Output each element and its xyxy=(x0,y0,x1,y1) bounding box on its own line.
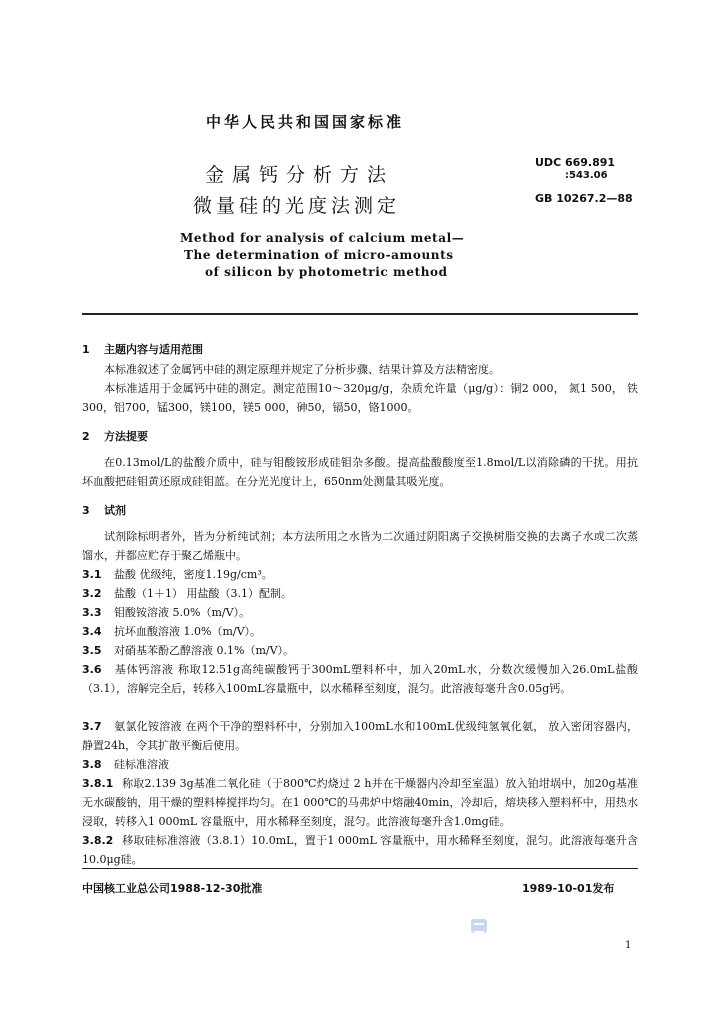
publisher-logo-icon xyxy=(471,919,487,933)
section-3-paragraph-1: 试剂除标明者外，皆为分析纯试剂；本方法所用之水皆为二次通过阴阳离子交换树脂交换的去离子水或二次蒸馏水，并都应贮存于聚乙烯瓶中。 xyxy=(82,530,638,562)
section-3-heading xyxy=(82,502,126,518)
item-number: 3.1 xyxy=(82,568,102,581)
english-title-line2: The determination of micro-amounts xyxy=(184,248,454,262)
item-number: 3.7 xyxy=(82,720,102,733)
item-text: 基体钙溶液 称取12.51g高纯碳酸钙于300mL塑料杯中，加入20mL水，分数次缓慢加入26.0mL盐酸（3.1），溶解完全后，转移入100mL容量瓶中，以水稀释至刻度，混匀。此溶液每毫升含0.05g钙。 xyxy=(82,663,638,695)
item-text: 盐酸 优级纯，密度1.19g/cm³。 xyxy=(114,568,273,581)
footer-divider xyxy=(82,868,638,869)
section-2-paragraph-1: 在0.13mol/L的盐酸介质中，硅与钼酸铵形成硅钼杂多酸。提高盐酸酸度至1.8mol/L以消除磷的干扰。用抗坏血酸把硅钼黄还原成硅钼蓝。在分光光度计上，650nm处测量其吸光度。 xyxy=(82,456,638,488)
section-title: 试剂 xyxy=(104,504,126,517)
section-title: 主题内容与适用范围 xyxy=(104,343,203,356)
national-standard-title: 中华人民共和国国家标准 xyxy=(206,113,405,131)
item-number: 3.5 xyxy=(82,644,102,657)
item-number: 3.8.1 xyxy=(82,777,114,790)
item-text: 移取硅标准溶液（3.8.1）10.0mL，置于1 000mL 容量瓶中，用水稀释至刻度，混匀。此溶液每毫升含10.0μg硅。 xyxy=(82,834,638,866)
section-2-heading xyxy=(82,428,148,444)
section-1-heading xyxy=(82,341,203,357)
page-number: 1 xyxy=(625,940,632,951)
item-text: 氨氯化铵溶液 在两个干净的塑料杯中，分别加入100mL水和100mL优级纯氢氧化氨， 放入密闭容器内，静置24h，令其扩散平衡后使用。 xyxy=(82,720,638,752)
gb-standard-number: GB 10267.2—88 xyxy=(535,192,633,205)
section-number: 1 xyxy=(82,343,90,356)
udc-code-line1: UDC 669.891 xyxy=(535,156,616,169)
section-1-paragraph-1: 本标准叙述了金属钙中硅的测定原理并规定了分析步骤、结果计算及方法精密度。 xyxy=(104,363,500,376)
chinese-title-line1: 金属钙分析方法 xyxy=(205,164,395,186)
item-number: 3.2 xyxy=(82,587,102,600)
item-text: 硅标准溶液 xyxy=(114,758,169,771)
english-title-line3: of silicon by photometric method xyxy=(205,265,448,279)
approval-statement: 中国核工业总公司1988-12-30批准 xyxy=(82,882,263,895)
reagent-item-3-8-1 xyxy=(82,774,638,831)
item-text: 钼酸铵溶液 5.0%（m/V）。 xyxy=(114,606,251,619)
item-text: 盐酸（1＋1） 用盐酸（3.1）配制。 xyxy=(114,587,292,600)
item-number: 3.8 xyxy=(82,758,102,771)
chinese-title-line2: 微量硅的光度法测定 xyxy=(193,195,401,217)
section-number: 3 xyxy=(82,504,90,517)
reagent-item-3-5 xyxy=(82,641,638,660)
implementation-date: 1989-10-01发布 xyxy=(522,882,615,895)
reagent-item-3-3 xyxy=(82,603,638,622)
item-number: 3.4 xyxy=(82,625,102,638)
item-number: 3.3 xyxy=(82,606,102,619)
item-text: 对硝基苯酚乙醇溶液 0.1%（m/V）。 xyxy=(114,644,295,657)
reagent-item-3-7 xyxy=(82,717,638,755)
item-text: 称取2.139 3g基准二氧化硅（于800℃灼烧过 2 h并在干燥器内冷却至室温）放入铂坩埚中，加20g基准无水碳酸钠，用干燥的塑料棒搅拌均匀。在1 000℃的马弗炉中熔融40min，冷却后，熔块移入塑料杯中，用热水浸取，转移入1 000mL 容量瓶中，用水稀释至刻度，混匀。此溶液每毫升含1.0mg硅。 xyxy=(82,777,638,828)
reagent-item-3-6 xyxy=(82,660,638,698)
item-number: 3.8.2 xyxy=(82,834,114,847)
reagent-item-3-2 xyxy=(82,584,638,603)
header-divider xyxy=(82,313,638,315)
udc-code-line2: :543.06 xyxy=(565,170,608,181)
reagent-item-3-4 xyxy=(82,622,638,641)
reagent-item-3-8-2 xyxy=(82,831,638,869)
item-number: 3.6 xyxy=(82,663,102,676)
english-title-line1: Method for analysis of calcium metal— xyxy=(180,231,465,245)
reagent-item-3-8 xyxy=(82,755,638,774)
item-text: 抗坏血酸溶液 1.0%（m/V）。 xyxy=(114,625,262,638)
section-1-paragraph-2: 本标准适用于金属钙中硅的测定。测定范围10～320μg/g，杂质允许量（μg/g）：铜2 000， 氮1 500， 铁300，铝700，锰300，镁100，镁5 000，砷50，镉50，铬1000。 xyxy=(82,382,638,414)
section-title: 方法提要 xyxy=(104,430,148,443)
reagent-item-3-1 xyxy=(82,565,638,584)
section-number: 2 xyxy=(82,430,90,443)
